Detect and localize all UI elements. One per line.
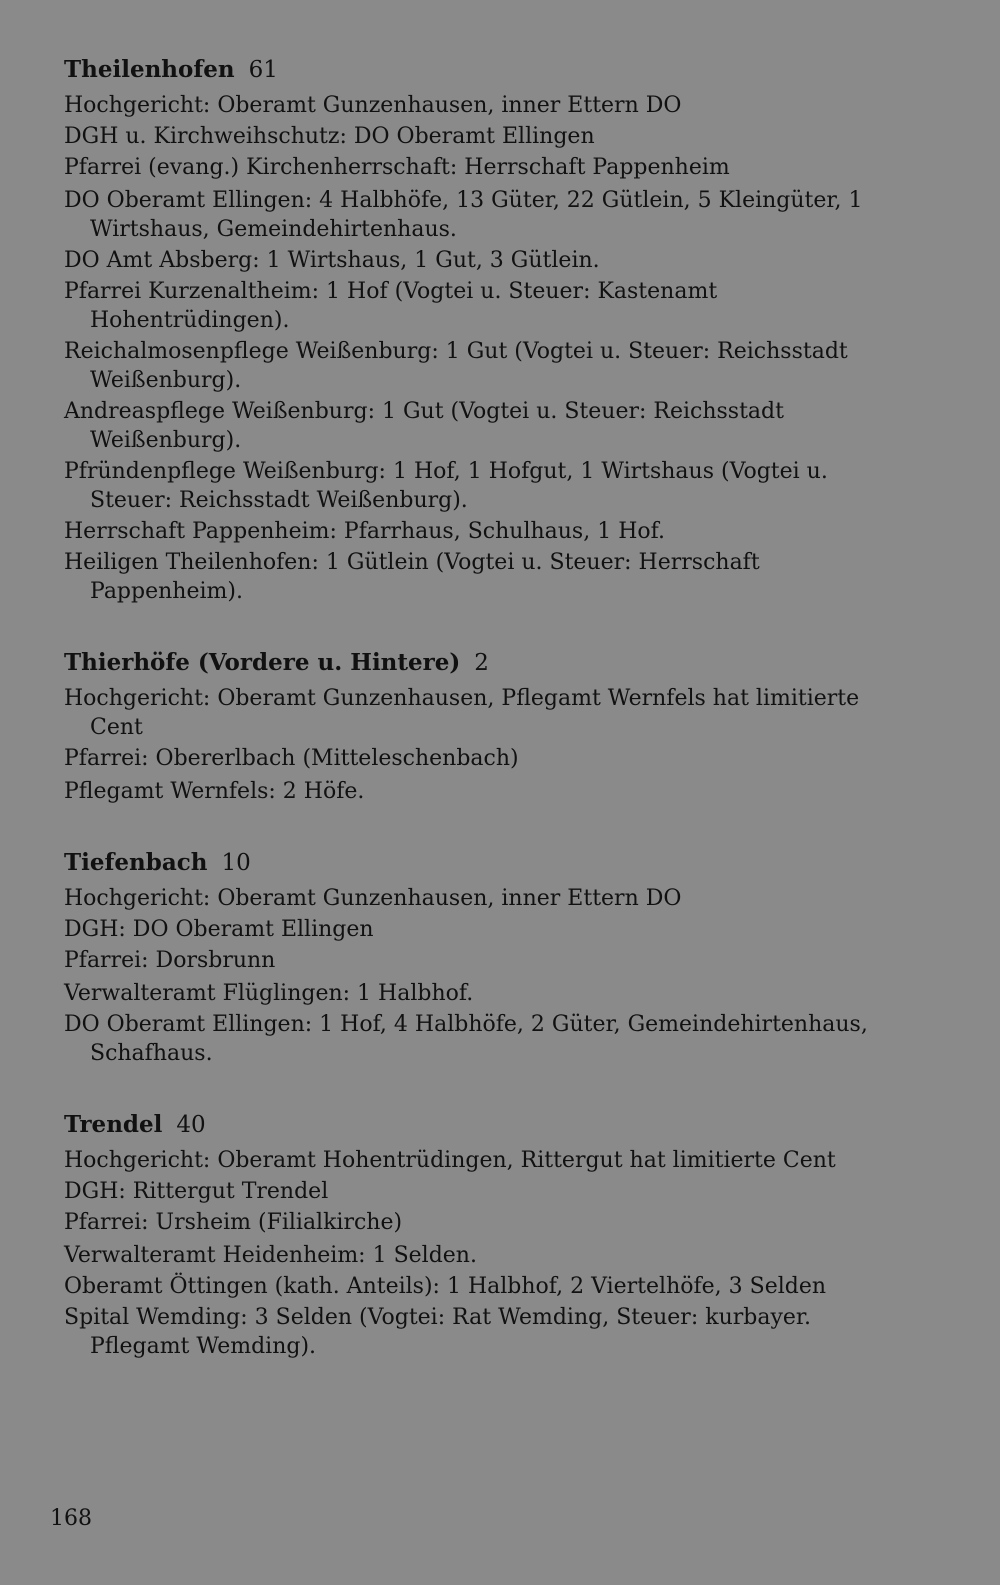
holding-item: Pflegamt Wernfels: 2 Höfe. [64,779,365,804]
entry-count: 2 [474,650,489,676]
header-line: Pfarrei: Dorsbrunn [64,948,276,973]
holding-item: DO Oberamt Ellingen: 4 Halbhöfe, 13 Güter, 22 Gütlein, 5 Kleingüter, 1 Wirtshaus, Gemeindehirtenhaus. [64,188,863,242]
entry-count: 61 [248,57,278,83]
entry-name: Theilenhofen [64,56,235,83]
header-line: Hochgericht: Oberamt Hohentrüdingen, Rittergut hat limitierte Cent [64,1148,836,1173]
page-number: 168 [50,1506,92,1531]
entry-name: Thierhöfe (Vordere u. Hintere) [64,649,461,676]
holding-item: Reichalmosenpflege Weißenburg: 1 Gut (Vogtei u. Steuer: Reichsstadt Weißenburg). [64,339,848,393]
holding-item: Verwalteramt Heidenheim: 1 Selden. [64,1243,477,1268]
entry-count: 40 [176,1112,206,1138]
holding-item: Pfründenpflege Weißenburg: 1 Hof, 1 Hofgut, 1 Wirtshaus (Vogtei u. Steuer: Reichsstadt Weißenburg). [64,459,828,513]
entry-name: Trendel [64,1111,163,1138]
header-line: DGH: Rittergut Trendel [64,1179,329,1204]
holding-item: DO Amt Absberg: 1 Wirtshaus, 1 Gut, 3 Gütlein. [64,248,600,273]
header-line: DGH u. Kirchweihschutz: DO Oberamt Ellingen [64,124,595,149]
holdings-list [64,979,910,1068]
header-line: Hochgericht: Oberamt Gunzenhausen, inner Ettern DO [64,886,682,911]
holding-item: Pfarrei Kurzenaltheim: 1 Hof (Vogtei u. Steuer: Kastenamt Hohentrüdingen). [64,279,718,333]
header-line: Pfarrei: Obererlbach (Mitteleschenbach) [64,746,519,771]
holding-item: DO Oberamt Ellingen: 1 Hof, 4 Halbhöfe, 2 Güter, Gemeindehirtenhaus, Schafhaus. [64,1012,868,1066]
header-line: Pfarrei (evang.) Kirchenherrschaft: Herrschaft Pappenheim [64,155,730,180]
entry-heading [64,848,910,878]
header-line: DGH: DO Oberamt Ellingen [64,917,374,942]
entry-heading [64,1110,910,1140]
holding-item: Oberamt Öttingen (kath. Anteils): 1 Halbhof, 2 Viertelhöfe, 3 Selden [64,1274,827,1299]
entry-trendel [64,1110,910,1361]
holding-item: Spital Wemding: 3 Selden (Vogtei: Rat Wemding, Steuer: kurbayer. Pflegamt Wemding). [64,1305,811,1359]
entry-thierhoefe [64,648,910,806]
entry-theilenhofen [64,55,910,606]
holdings-list [64,186,910,606]
entry-count: 10 [221,850,251,876]
holding-item: Herrschaft Pappenheim: Pfarrhaus, Schulhaus, 1 Hof. [64,519,665,544]
entry-tiefenbach [64,848,910,1068]
holdings-list [64,1241,910,1361]
holding-item: Heiligen Theilenhofen: 1 Gütlein (Vogtei u. Steuer: Herrschaft Pappenheim). [64,550,760,604]
entry-heading [64,55,910,85]
entry-heading [64,648,910,678]
header-line: Hochgericht: Oberamt Gunzenhausen, inner Ettern DO [64,93,682,118]
holdings-list [64,777,910,806]
holding-item: Verwalteramt Flüglingen: 1 Halbhof. [64,981,474,1006]
header-line: Hochgericht: Oberamt Gunzenhausen, Pflegamt Wernfels hat limitierte Cent [64,686,860,740]
header-line: Pfarrei: Ursheim (Filialkirche) [64,1210,403,1235]
entry-name: Tiefenbach [64,849,208,876]
holding-item: Andreaspflege Weißenburg: 1 Gut (Vogtei u. Steuer: Reichsstadt Weißenburg). [64,399,784,453]
